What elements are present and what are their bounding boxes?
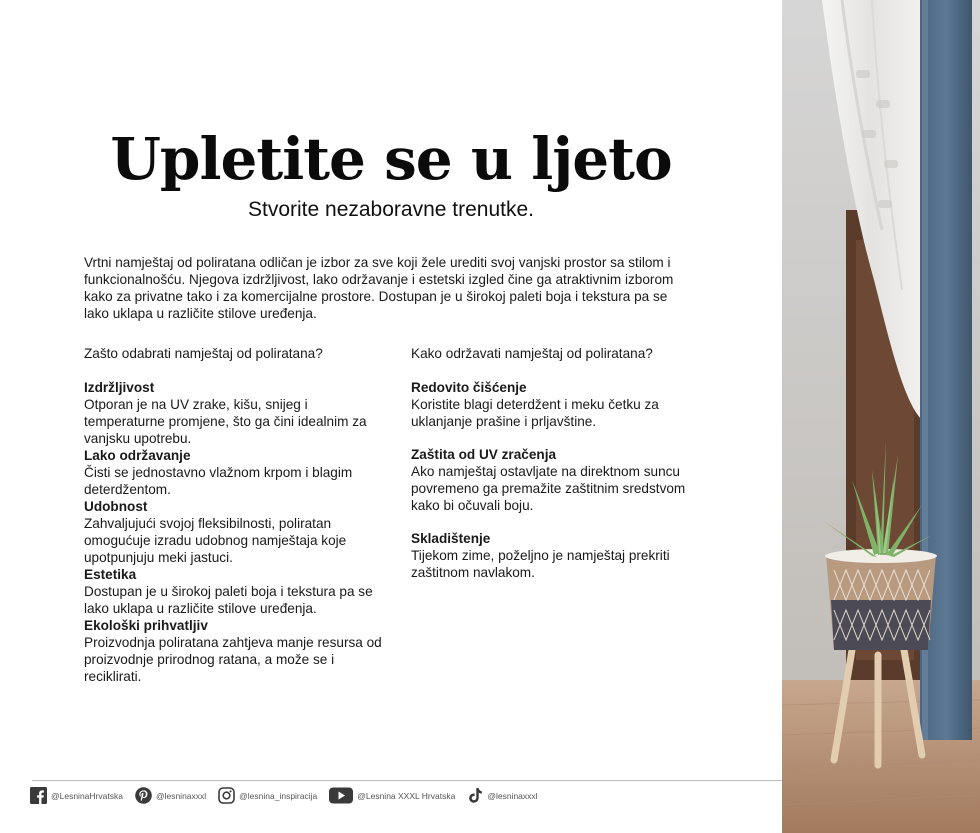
item-title: Lako održavanje [84,448,191,463]
pinterest-icon [135,787,152,804]
list-item [411,530,711,581]
youtube-handle: @Lesnina XXXL Hrvatska [357,790,456,801]
item-text: Ako namještaj ostavljate na direktnom suncu povremeno ga premažite zaštitnim sredstvom kako bi očuvali boju. [411,464,686,513]
intro-paragraph: Vrtni namještaj od poliratana odličan je izbor za sve koji žele urediti svoj vanjski prostor sa stilom i funkcionalnošću. Njegova izdržljivost, lako održavanje i estetski izgled čine ga atraktivnim izborom kako za privatne tako i za komercijalne prostore. Dostupan je u širokoj paleti boja i tekstura pa se lako uklapa u različite stilove uređenja. [84,255,674,321]
item-text: Zahvaljujući svojoj fleksibilnosti, poliratan omogućuje izradu udobnog namještaja koje upotpunjuju meki jastuci. [84,516,347,565]
item-text: Koristite blagi deterdžent i meku četku za uklanjanje prašine i prljavštine. [411,397,659,429]
patio-photo-illustration [782,0,980,833]
item-title: Zaštita od UV zračenja [411,447,557,462]
list-item [84,566,384,617]
youtube-icon [329,787,353,804]
item-text: Dostupan je u širokoj paleti boja i tekstura pa se lako uklapa u različite stilove uređenja. [84,584,373,616]
pinterest-link[interactable] [135,787,206,804]
list-item [84,498,384,566]
facebook-link[interactable] [30,787,123,804]
list-item [84,447,384,498]
list-item [411,446,711,514]
list-item [84,617,384,685]
instagram-icon [218,787,235,804]
page-subtitle: Stvorite nezaboravne trenutke. [247,198,534,221]
maintenance-column [411,345,711,597]
item-title: Estetika [84,567,137,582]
list-item [84,379,384,447]
item-text: Proizvodnja poliratana zahtjeva manje resursa od proizvodnje prirodnog ratana, a može se i reciklirati. [84,635,382,684]
item-text: Čisti se jednostavno vlažnom krpom i blagim deterdžentom. [84,465,353,497]
youtube-link[interactable] [329,787,455,804]
item-text: Tijekom zime, poželjno je namještaj prekriti zaštitnom navlakom. [411,548,670,580]
instagram-link[interactable] [218,787,317,804]
page-title: Upletite se u ljeto [110,125,672,193]
tiktok-link[interactable] [467,787,537,804]
social-links-bar [30,787,538,804]
facebook-icon [30,787,47,804]
product-photo [782,0,980,833]
item-text: Otporan je na UV zrake, kišu, snijeg i temperaturne promjene, što ga čini idealnim za vanjsku upotrebu. [84,397,367,446]
item-title: Skladištenje [411,531,491,546]
tiktok-handle: @lesninaxxxl [487,790,538,801]
facebook-handle: @LesninaHrvatska [51,790,123,801]
item-title: Redovito čišćenje [411,380,527,395]
footer-divider [32,780,782,781]
column-heading: Zašto odabrati namještaj od poliratana? [84,346,323,361]
why-polyrattan-column [84,345,384,685]
column-heading: Kako održavati namještaj od poliratana? [411,346,653,361]
instagram-handle: @lesnina_inspiracija [239,790,318,801]
item-title: Izdržljivost [84,380,155,395]
pinterest-handle: @lesninaxxxl [155,790,207,801]
tiktok-icon [467,787,483,804]
list-item [411,379,711,430]
item-title: Udobnost [84,499,148,514]
item-title: Ekološki prihvatljiv [84,618,208,633]
